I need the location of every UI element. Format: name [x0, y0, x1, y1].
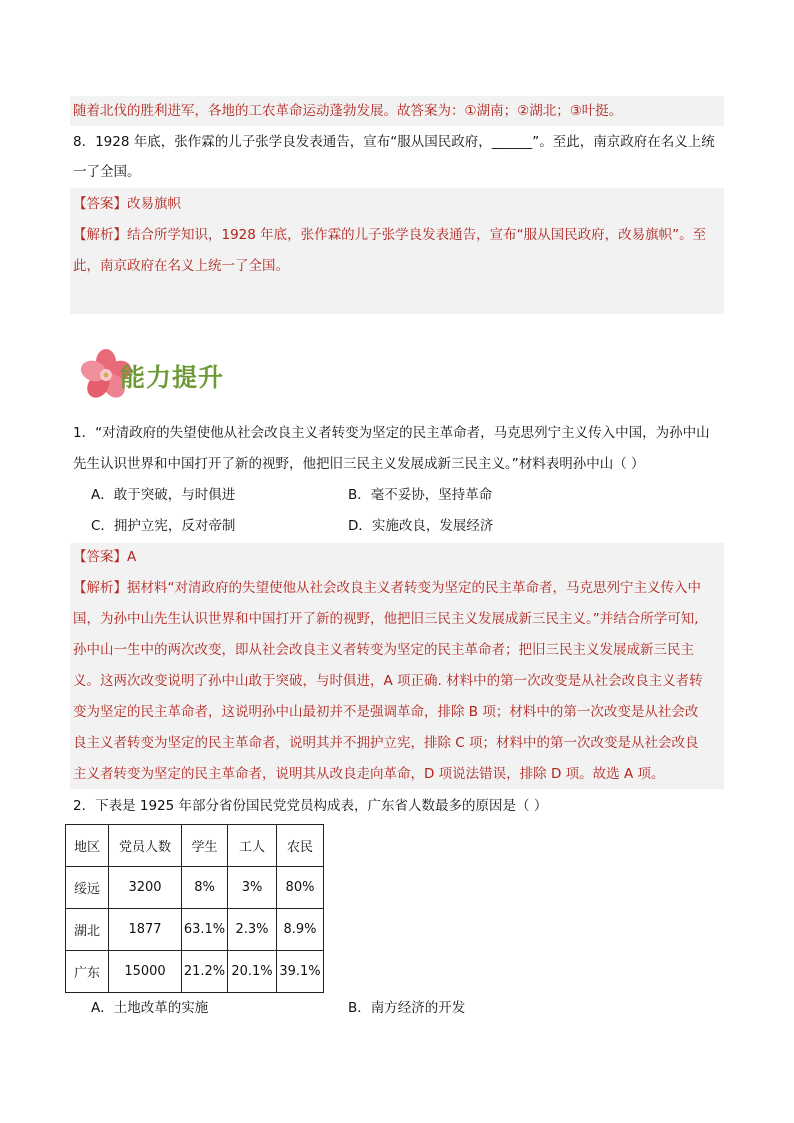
- table-cell: 绥远: [66, 867, 109, 909]
- table-cell: 3%: [228, 867, 277, 909]
- table-header-cell: 学生: [182, 825, 228, 867]
- question-8-analysis-cont: 此，南京政府在名义上统一了全国。: [73, 258, 289, 274]
- table-header-row: [66, 825, 324, 867]
- question-8-answer: 【答案】改易旗帜: [73, 196, 181, 212]
- question-2-option-b: B．南方经济的开发: [348, 1000, 466, 1016]
- table-cell: 20.1%: [228, 951, 277, 993]
- question-1-stem-cont: 先生认识世界和中国打开了新的视野，他把旧三民主义发展成新三民主义。”材料表明孙中山（ ）: [73, 456, 645, 472]
- table-cell: 2.3%: [228, 909, 277, 951]
- question-1-stem: 1．“对清政府的失望使他从社会改良主义者转变为坚定的民主革命者，马克思列宁主义传入中国，为孙中山: [73, 425, 710, 441]
- table-cell: 3200: [109, 867, 182, 909]
- question-1-option-d: D．实施改良，发展经济: [348, 518, 494, 534]
- table-cell: 8%: [182, 867, 228, 909]
- question-1-option-b: B．毫不妥协，坚持革命: [348, 487, 493, 503]
- question-1-analysis-line: 孙中山一生中的两次改变，即从社会改良主义者转变为坚定的民主革命者；把旧三民主义发展成新三民主: [73, 642, 694, 658]
- question-1-analysis-line: 变为坚定的民主革命者，这说明孙中山最初并不是强调革命，排除 B 项；材料中的第一次改变是从社会改: [73, 704, 699, 720]
- table-cell: 湖北: [66, 909, 109, 951]
- question-1-answer: 【答案】A: [73, 549, 137, 565]
- table-cell: 80%: [277, 867, 324, 909]
- question-1-analysis-line: 国，为孙中山先生认识世界和中国打开了新的视野，他把旧三民主义发展成新三民主义。”并结合所学可知,: [73, 611, 699, 627]
- question-8-stem: 8．1928 年底，张作霖的儿子张学良发表通告，宣布“服从国民政府，______”。至此，南京政府在名义上统: [73, 134, 715, 150]
- question-8-analysis: 【解析】结合所学知识，1928 年底，张作霖的儿子张学良发表通告，宣布“服从国民政府，改易旗帜”。至: [73, 227, 707, 243]
- question-2-option-a: A．土地改革的实施: [91, 1000, 209, 1016]
- table-header-cell: 工人: [228, 825, 277, 867]
- table-cell: 8.9%: [277, 909, 324, 951]
- question-1-option-a: A．敢于突破，与时俱进: [91, 487, 236, 503]
- table-cell: 63.1%: [182, 909, 228, 951]
- table-header-cell: 地区: [66, 825, 109, 867]
- table-cell: 21.2%: [182, 951, 228, 993]
- table-cell: 15000: [109, 951, 182, 993]
- question-1-option-c: C．拥护立宪，反对帝制: [91, 518, 236, 534]
- table-row: [66, 951, 324, 993]
- question-1-analysis-line: 良主义者转变为坚定的民主革命者，说明其并不拥护立宪，排除 C 项；材料中的第一次改变是从社会改良: [73, 735, 699, 751]
- table-cell: 1877: [109, 909, 182, 951]
- question-1-analysis-line: 义。这两次改变说明了孙中山敢于突破，与时俱进，A 项正确. 材料中的第一次改变是从社会改良主义者转: [73, 673, 703, 689]
- question-2-stem: 2．下表是 1925 年部分省份国民党党员构成表，广东省人数最多的原因是（ ）: [73, 798, 548, 814]
- party-member-table: [65, 824, 324, 993]
- section-title: 能力提升: [120, 363, 225, 392]
- question-1-analysis-line: 主义者转变为坚定的民主革命者，说明其从改良走向革命，D 项说法错误，排除 D 项。故选 A 项。: [73, 766, 665, 782]
- answer-continuation: 随着北伐的胜利进军，各地的工农革命运动蓬勃发展。故答案为：①湖南；②湖北；③叶挺。: [73, 103, 623, 119]
- table-row: [66, 909, 324, 951]
- table-header-cell: 党员人数: [109, 825, 182, 867]
- question-8-stem-cont: 一了全国。: [73, 164, 141, 180]
- table-header-cell: 农民: [277, 825, 324, 867]
- question-1-analysis-line: 【解析】据材料“对清政府的失望使他从社会改良主义者转变为坚定的民主革命者，马克思列宁主义传入中: [73, 580, 701, 596]
- table-row: [66, 867, 324, 909]
- table-cell: 39.1%: [277, 951, 324, 993]
- table-cell: 广东: [66, 951, 109, 993]
